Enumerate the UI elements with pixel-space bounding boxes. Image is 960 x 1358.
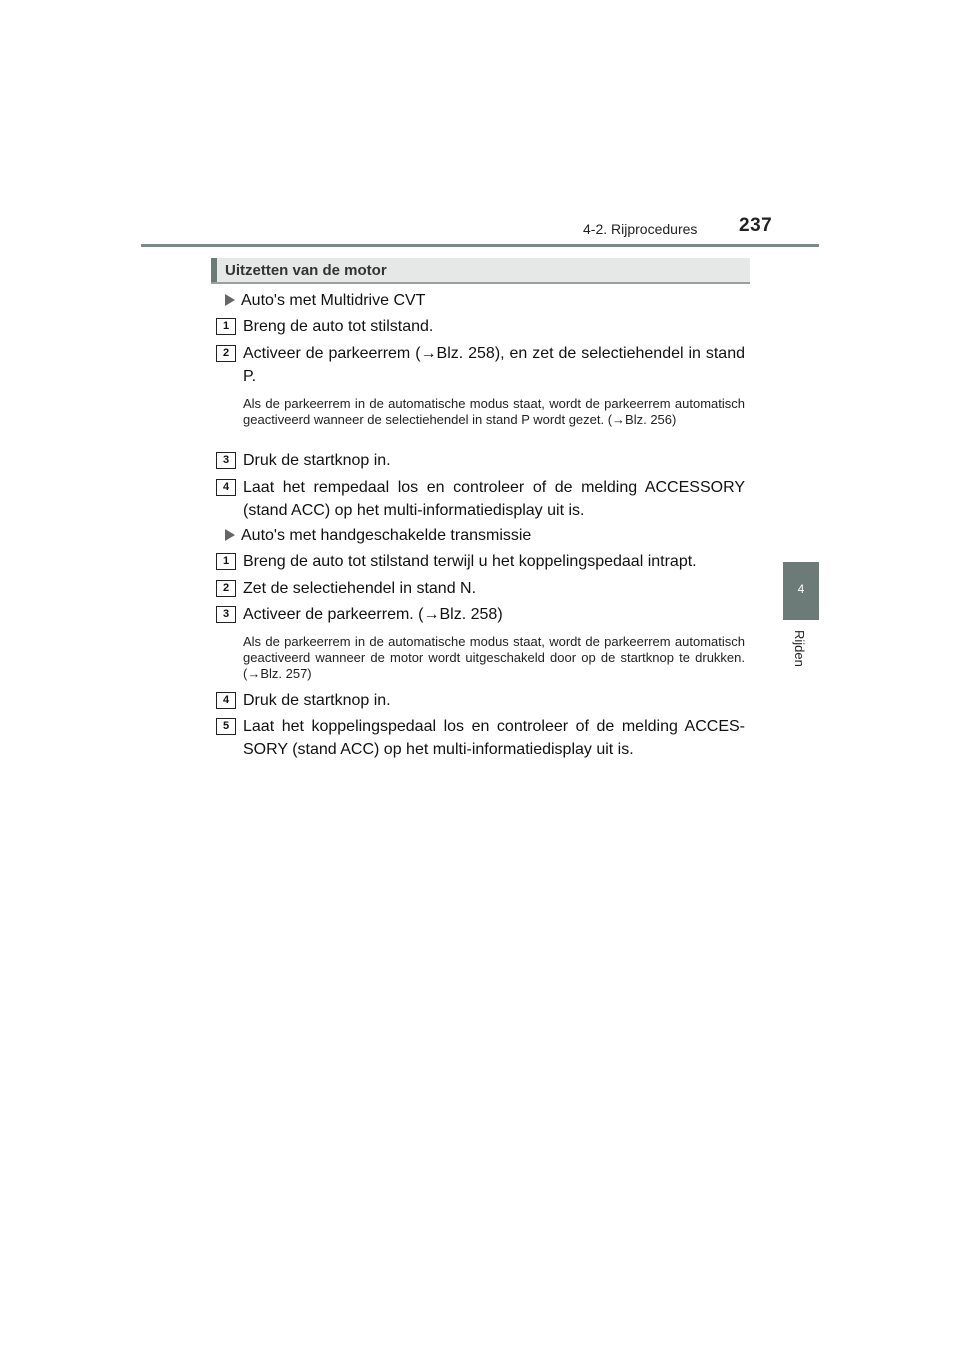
cvt-step-1: Breng de auto tot stilstand. xyxy=(243,318,434,335)
section-title: Uitzetten van de motor xyxy=(225,262,387,279)
header-section-title: 4-2. Rijprocedures xyxy=(583,221,698,237)
manual-step-3: Activeer de parkeerrem. (→Blz. 258) xyxy=(243,606,503,623)
manual-step-2: Zet de selectiehendel in stand N. xyxy=(243,580,477,597)
step-number-badge: 1 xyxy=(216,553,236,570)
page-number: 237 xyxy=(739,215,773,236)
step-number-badge: 2 xyxy=(216,580,236,597)
step-number-badge: 1 xyxy=(216,318,236,335)
step-number-badge: 4 xyxy=(216,692,236,709)
cvt-note: Als de parkeerrem in de automatische modus staat, wordt de parkeerrem automatisch geactiveerd wanneer de selectiehendel in stand P wordt gezet. (→Blz. 256) xyxy=(243,396,745,427)
chapter-tab-label: Rijden xyxy=(792,630,807,667)
cvt-step-3: Druk de startknop in. xyxy=(243,452,391,469)
cvt-subheading-text: Auto's met Multidrive CVT xyxy=(241,292,426,309)
step-number-badge: 3 xyxy=(216,606,236,623)
triangle-bullet-icon xyxy=(225,294,235,306)
manual-step-1: Breng de auto tot stilstand terwijl u het koppelingspedaal intrapt. xyxy=(243,553,697,570)
manual-note: Als de parkeerrem in de automatische modus staat, wordt de parkeerrem automatisch geactiveerd wanneer de motor wordt uitgeschakeld door op de startknop te drukken. (→Blz. 257) xyxy=(243,634,745,681)
manual-step-5: Laat het koppelingspedaal los en controleer of de melding ACCES-SORY (stand ACC) op het multi-informatiedisplay uit is. xyxy=(243,718,745,758)
section-header-bar xyxy=(211,258,750,284)
cvt-step-4: Laat het rempedaal los en controleer of de melding ACCESSORY (stand ACC) op het multi-informatiedisplay uit is. xyxy=(243,479,745,519)
manual-subheading xyxy=(225,524,531,547)
cvt-subheading xyxy=(225,289,425,312)
cvt-step-2: Activeer de parkeerrem (→Blz. 258), en zet de selectiehendel in stand P. xyxy=(243,345,745,385)
header-divider xyxy=(141,244,819,247)
manual-subheading-text: Auto's met handgeschakelde transmissie xyxy=(241,527,532,544)
section-header-accent xyxy=(211,258,217,282)
step-number-badge: 4 xyxy=(216,479,236,496)
step-number-badge: 2 xyxy=(216,345,236,362)
triangle-bullet-icon xyxy=(225,529,235,541)
chapter-tab-number: 4 xyxy=(797,582,805,596)
manual-step-4: Druk de startknop in. xyxy=(243,692,391,709)
chapter-tab[interactable] xyxy=(783,562,819,620)
step-number-badge: 3 xyxy=(216,452,236,469)
step-number-badge: 5 xyxy=(216,718,236,735)
